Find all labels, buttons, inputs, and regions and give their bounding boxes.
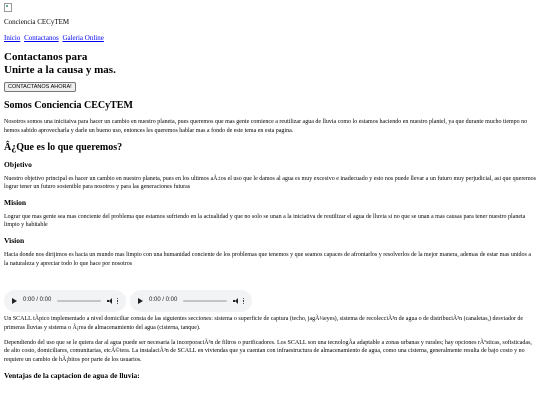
nav-link-galeria-online[interactable]: Galeria Online — [62, 34, 104, 43]
volume-icon[interactable] — [107, 298, 113, 304]
brand-name: Conciencia CECyTEM — [4, 18, 70, 26]
more-options-icon[interactable] — [243, 298, 245, 305]
hero-title-line2: Unirte a la causa y mas. — [4, 63, 116, 76]
audio-player-1[interactable] — [4, 290, 126, 312]
scall-text-2: Dependiendo del uso que se le quiera dar al agua puede ser necesaria la incorporaciÃ³n de filtros o purificadores. Los SCALL son una tecnologÃa adaptable a zonas urbanas y rurales; hay opciones rÃºsticas, sofisticadas, de alto costo, domiciliares, comunitarias, etcÃ©tera. La instalaciÃ³n de SCALL en viviendas que ya cuentan con infraestructura de almacenamiento de agua, como una cisterna, generalmente resulta de bajo costo y no requiere un cambio de hÃ¡bitos por parte de los usuarios. — [4, 339, 532, 363]
audio-player-2[interactable] — [130, 290, 252, 312]
nav-link-inicio[interactable]: Inicio — [4, 34, 21, 43]
mission-text: Lograr que mas gente sea mas conciente del problema que estamos sufriendo en la actualidad y que no solo se unan a la iniciativa de reutilizar el agua de lluvia si no que se unan a mas causas para tener nuestro planeta limpio y habitable — [4, 213, 526, 229]
scall-text-1: Un SCALL tÃpico implementado a nivel domiciliar consta de las siguientes secciones: sistema o superficie de captura (techo, jagÃ¼eyes), sistema de recolecciÃ³n de agua o de distribuciÃ³n (canaletas,) desviador de primeras lluvias y sistema o Ã¡rea de almacenamiento del agua (cisterna, tanque). — [4, 316, 524, 331]
play-icon[interactable] — [12, 298, 17, 304]
hero-title — [4, 51, 536, 76]
audio-progress-track[interactable] — [57, 300, 100, 302]
more-options-icon[interactable] — [117, 298, 119, 305]
nav-link-contactanos[interactable]: Contactanos — [24, 34, 59, 43]
audio-players — [4, 290, 536, 312]
audio-time: 0:00 / 0:00 — [149, 297, 178, 304]
about-text: Nosotros somos una inicitaiva para hacer un cambio en nuestro planeta, pues queremos que mas gente comience a reutilizar agua de lluvia como lo estamos haciendo en nuestro plantel, ya que durante mucho tiempo no hemos sabido aprovecharla y darle un bueno uso, entonces les queremos hablar mas a fondo de este tema en esta pagina. — [4, 119, 528, 135]
objective-heading: Objetivo — [4, 159, 32, 169]
nav-bar — [4, 34, 536, 43]
vision-heading: Vision — [4, 236, 25, 246]
objective-text: Nuestro objetivo principal es hacer un cambio en nuestro planeta, pues en los ultimos aÃ±os el uso que le damos al agua es muy excesivo e inadecuado y esto nos puede llevar a un futuro muy perjudicial, asi que queremos lograr tener un futuro sostenible para nosotros y para las generaciones futuras — [4, 175, 536, 191]
volume-icon[interactable] — [233, 298, 239, 304]
play-icon[interactable] — [138, 298, 143, 304]
broken-image-icon — [4, 3, 12, 12]
audio-time: 0:00 / 0:00 — [23, 297, 52, 304]
contact-now-button[interactable]: CONTACTANOS AHORA! — [4, 82, 76, 92]
vision-text: Hacia donde nos dirijimos es hacia un mundo mas limpio con una humanidad conciente de los problemas que tenemos y que seamos capaces de afrontarlos y resolverlos de la mejor manera, ademas de estar mas unidos a la naturaleza y apreciar todo lo que hace por nosotros — [4, 251, 532, 267]
mission-heading: Mision — [4, 197, 27, 207]
audio-progress-track[interactable] — [183, 300, 226, 302]
advantages-heading: Ventajas de la captacion de agua de lluvia: — [4, 370, 140, 380]
about-heading: Somos Conciencia CECyTEM — [4, 100, 133, 112]
hero-title-line1: Contactanos para — [4, 51, 88, 64]
goals-heading: Â¿Que es lo que queremos? — [4, 141, 123, 153]
